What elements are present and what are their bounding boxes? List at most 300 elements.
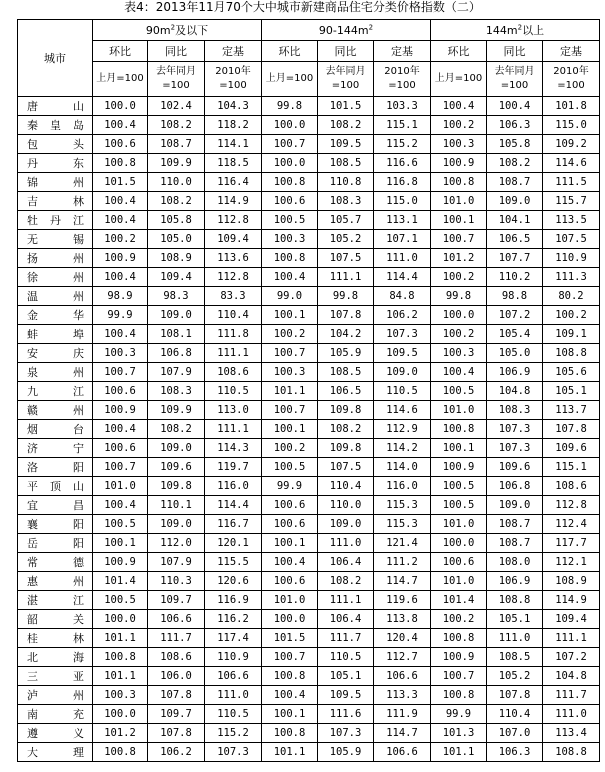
index-value-cell: 116.0 (205, 477, 262, 496)
index-value-cell: 101.1 (431, 743, 487, 762)
city-char: 山 (73, 100, 84, 113)
index-value-cell: 100.0 (262, 154, 318, 173)
index-value-cell: 100.2 (93, 230, 148, 249)
index-value-cell: 109.5 (318, 135, 374, 154)
index-value-cell: 106.5 (487, 230, 543, 249)
index-value-cell: 106.9 (487, 363, 543, 382)
column-header: 环比 (262, 41, 318, 62)
city-char: 温 (27, 290, 38, 303)
table-row (18, 496, 600, 515)
city-char: 庆 (73, 347, 84, 360)
index-value-cell: 114.2 (374, 439, 431, 458)
index-value-cell: 100.6 (262, 572, 318, 591)
index-value-cell: 108.6 (148, 648, 205, 667)
city-char: 江 (73, 594, 84, 607)
index-value-cell: 115.0 (543, 116, 600, 135)
index-value-cell: 110.5 (205, 705, 262, 724)
city-cell (18, 534, 93, 553)
index-value-cell: 100.8 (431, 686, 487, 705)
index-value-cell: 100.3 (262, 363, 318, 382)
city-cell (18, 306, 93, 325)
index-value-cell: 100.6 (431, 553, 487, 572)
column-base-header: 上月=100 (93, 62, 148, 97)
city-char: 宜 (27, 499, 38, 512)
index-value-cell: 100.0 (262, 610, 318, 629)
city-char: 阳 (73, 537, 84, 550)
index-value-cell: 110.9 (543, 249, 600, 268)
city-char: 华 (73, 309, 84, 322)
index-value-cell: 99.8 (431, 287, 487, 306)
index-value-cell: 103.3 (374, 97, 431, 116)
index-value-cell: 105.0 (487, 344, 543, 363)
index-value-cell: 102.4 (148, 97, 205, 116)
index-value-cell: 110.4 (487, 705, 543, 724)
index-value-cell: 111.0 (205, 686, 262, 705)
city-char: 赣 (27, 404, 38, 417)
index-value-cell: 108.2 (148, 192, 205, 211)
city-name (18, 326, 92, 342)
city-name (18, 630, 92, 646)
index-value-cell: 115.3 (374, 515, 431, 534)
city-cell (18, 439, 93, 458)
city-cell (18, 97, 93, 116)
city-char: 无 (27, 233, 38, 246)
index-value-cell: 109.6 (487, 458, 543, 477)
city-cell (18, 287, 93, 306)
index-value-cell: 107.3 (374, 325, 431, 344)
index-value-cell: 111.7 (318, 629, 374, 648)
index-value-cell: 100.4 (93, 325, 148, 344)
index-value-cell: 109.8 (318, 401, 374, 420)
city-cell (18, 477, 93, 496)
index-value-cell: 109.8 (318, 439, 374, 458)
index-value-cell: 108.3 (318, 192, 374, 211)
index-value-cell: 109.0 (148, 306, 205, 325)
index-value-cell: 112.8 (205, 211, 262, 230)
table-row (18, 211, 600, 230)
city-char: 三 (27, 670, 38, 683)
index-value-cell: 100.2 (431, 268, 487, 287)
index-value-cell: 115.1 (374, 116, 431, 135)
city-name (18, 706, 92, 722)
index-value-cell: 111.0 (487, 629, 543, 648)
table-row (18, 553, 600, 572)
index-value-cell: 107.3 (318, 724, 374, 743)
index-value-cell: 100.4 (431, 97, 487, 116)
index-value-cell: 113.5 (543, 211, 600, 230)
index-value-cell: 99.0 (262, 287, 318, 306)
index-value-cell: 100.6 (262, 192, 318, 211)
index-value-cell: 100.0 (431, 306, 487, 325)
table-row (18, 477, 600, 496)
city-char: 大 (27, 746, 38, 759)
city-name (18, 269, 92, 285)
column-header: 环比 (431, 41, 487, 62)
index-value-cell: 115.5 (205, 553, 262, 572)
city-char: 唐 (27, 100, 38, 113)
index-value-cell: 108.5 (318, 363, 374, 382)
city-name (18, 193, 92, 209)
city-char: 丹 (50, 214, 61, 227)
table-row (18, 610, 600, 629)
city-char: 吉 (27, 195, 38, 208)
index-value-cell: 100.4 (262, 686, 318, 705)
city-char: 德 (73, 556, 84, 569)
city-name (18, 459, 92, 475)
city-cell (18, 724, 93, 743)
city-char: 皇 (50, 119, 61, 132)
city-cell (18, 686, 93, 705)
table-row (18, 705, 600, 724)
index-value-cell: 100.1 (431, 439, 487, 458)
city-cell (18, 154, 93, 173)
index-value-cell: 111.0 (374, 249, 431, 268)
index-value-cell: 100.1 (93, 534, 148, 553)
index-value-cell: 100.9 (93, 249, 148, 268)
city-cell (18, 648, 93, 667)
index-value-cell: 107.8 (318, 306, 374, 325)
index-value-cell: 109.8 (148, 477, 205, 496)
city-name (18, 383, 92, 399)
index-value-cell: 116.0 (374, 477, 431, 496)
index-value-cell: 100.8 (431, 173, 487, 192)
index-value-cell: 107.8 (543, 420, 600, 439)
index-value-cell: 101.5 (93, 173, 148, 192)
city-name (18, 231, 92, 247)
city-char: 州 (73, 575, 84, 588)
index-value-cell: 112.8 (205, 268, 262, 287)
table-row (18, 458, 600, 477)
city-name (18, 611, 92, 627)
city-name (18, 668, 92, 684)
index-value-cell: 120.1 (205, 534, 262, 553)
city-name (18, 155, 92, 171)
index-value-cell: 113.3 (374, 686, 431, 705)
index-value-cell: 110.3 (148, 572, 205, 591)
city-name (18, 497, 92, 513)
index-value-cell: 100.2 (543, 306, 600, 325)
table-row (18, 629, 600, 648)
city-char: 江 (73, 385, 84, 398)
index-value-cell: 104.1 (487, 211, 543, 230)
city-char: 海 (73, 651, 84, 664)
city-cell (18, 572, 93, 591)
table-row (18, 173, 600, 192)
index-value-cell: 108.7 (148, 135, 205, 154)
city-char: 锡 (73, 233, 84, 246)
index-value-cell: 105.1 (487, 610, 543, 629)
index-value-cell: 105.7 (318, 211, 374, 230)
index-value-cell: 118.5 (205, 154, 262, 173)
table-row (18, 325, 600, 344)
index-value-cell: 111.2 (374, 553, 431, 572)
index-value-cell: 100.8 (431, 629, 487, 648)
index-value-cell: 116.2 (205, 610, 262, 629)
table-row (18, 686, 600, 705)
city-name (18, 554, 92, 570)
index-value-cell: 100.5 (431, 477, 487, 496)
index-value-cell: 115.1 (543, 458, 600, 477)
index-value-cell: 100.8 (262, 249, 318, 268)
index-value-cell: 106.8 (148, 344, 205, 363)
table-row (18, 420, 600, 439)
index-value-cell: 111.6 (318, 705, 374, 724)
column-base-header: 上月=100 (262, 62, 318, 97)
index-value-cell: 107.9 (148, 553, 205, 572)
index-value-cell: 104.3 (205, 97, 262, 116)
index-value-cell: 100.0 (93, 97, 148, 116)
index-value-cell: 101.5 (262, 629, 318, 648)
index-value-cell: 110.0 (148, 173, 205, 192)
city-name (18, 307, 92, 323)
index-value-cell: 100.3 (93, 686, 148, 705)
index-value-cell: 114.4 (374, 268, 431, 287)
index-value-cell: 105.0 (148, 230, 205, 249)
index-value-cell: 104.2 (318, 325, 374, 344)
city-char: 州 (73, 271, 84, 284)
index-value-cell: 105.9 (318, 743, 374, 762)
index-value-cell: 108.5 (487, 648, 543, 667)
index-value-cell: 110.5 (374, 382, 431, 401)
index-value-cell: 106.9 (487, 572, 543, 591)
index-value-cell: 100.5 (431, 496, 487, 515)
city-char: 济 (27, 442, 38, 455)
index-value-cell: 100.7 (262, 401, 318, 420)
index-value-cell: 119.7 (205, 458, 262, 477)
index-value-cell: 113.6 (205, 249, 262, 268)
table-row (18, 268, 600, 287)
table-row (18, 591, 600, 610)
index-value-cell: 106.3 (487, 116, 543, 135)
index-value-cell: 109.0 (374, 363, 431, 382)
city-name (18, 516, 92, 532)
index-value-cell: 109.0 (487, 496, 543, 515)
index-value-cell: 109.9 (148, 154, 205, 173)
index-value-cell: 107.8 (148, 724, 205, 743)
index-value-cell: 100.1 (431, 211, 487, 230)
table-row (18, 572, 600, 591)
index-value-cell: 114.9 (205, 192, 262, 211)
index-value-cell: 119.6 (374, 591, 431, 610)
index-value-cell: 108.7 (487, 534, 543, 553)
city-cell (18, 705, 93, 724)
city-char: 林 (73, 632, 84, 645)
index-value-cell: 101.1 (262, 382, 318, 401)
index-value-cell: 110.5 (205, 382, 262, 401)
table-row (18, 97, 600, 116)
index-value-cell: 116.8 (374, 173, 431, 192)
index-value-cell: 109.7 (148, 705, 205, 724)
table-row (18, 648, 600, 667)
table-row (18, 401, 600, 420)
city-char: 充 (73, 708, 84, 721)
index-value-cell: 101.1 (93, 667, 148, 686)
city-name (18, 725, 92, 741)
index-value-cell: 100.9 (431, 648, 487, 667)
group-header-small: $90m^2$及以下 (93, 20, 262, 41)
index-value-cell: 108.9 (148, 249, 205, 268)
city-char: 江 (73, 214, 84, 227)
index-value-cell: 109.5 (318, 686, 374, 705)
index-value-cell: 111.8 (205, 325, 262, 344)
city-char: 昌 (73, 499, 84, 512)
index-value-cell: 101.2 (431, 249, 487, 268)
index-value-cell: 101.3 (431, 724, 487, 743)
index-value-cell: 113.8 (374, 610, 431, 629)
index-value-cell: 112.8 (543, 496, 600, 515)
index-value-cell: 100.8 (93, 743, 148, 762)
index-value-cell: 107.8 (148, 686, 205, 705)
index-value-cell: 108.2 (148, 420, 205, 439)
city-char: 亚 (73, 670, 84, 683)
index-value-cell: 109.1 (543, 325, 600, 344)
city-char: 埠 (73, 328, 84, 341)
index-value-cell: 112.4 (543, 515, 600, 534)
column-base-header: 上月=100 (431, 62, 487, 97)
index-value-cell: 105.8 (148, 211, 205, 230)
index-value-cell: 116.6 (374, 154, 431, 173)
index-value-cell: 100.4 (487, 97, 543, 116)
index-value-cell: 108.8 (543, 743, 600, 762)
index-value-cell: 113.4 (543, 724, 600, 743)
index-value-cell: 100.4 (431, 363, 487, 382)
index-value-cell: 114.9 (543, 591, 600, 610)
index-value-cell: 100.0 (93, 610, 148, 629)
city-char: 包 (27, 138, 38, 151)
city-header: 城市 (18, 20, 93, 97)
city-cell (18, 553, 93, 572)
index-value-cell: 107.8 (487, 686, 543, 705)
index-value-cell: 106.6 (374, 743, 431, 762)
index-value-cell: 101.5 (318, 97, 374, 116)
city-name (18, 421, 92, 437)
index-value-cell: 100.5 (262, 211, 318, 230)
city-char: 南 (27, 708, 38, 721)
index-value-cell: 107.3 (205, 743, 262, 762)
column-header: 同比 (487, 41, 543, 62)
index-value-cell: 98.3 (148, 287, 205, 306)
table-row (18, 306, 600, 325)
index-value-cell: 110.9 (205, 648, 262, 667)
table-row (18, 344, 600, 363)
index-value-cell: 101.4 (93, 572, 148, 591)
city-name (18, 174, 92, 190)
city-name (18, 649, 92, 665)
index-value-cell: 109.7 (148, 591, 205, 610)
index-value-cell: 106.3 (487, 743, 543, 762)
index-value-cell: 100.4 (93, 268, 148, 287)
index-value-cell: 108.2 (318, 572, 374, 591)
city-char: 牡 (27, 214, 38, 227)
column-base-header: 去年同月=100 (148, 62, 205, 97)
city-char: 州 (73, 366, 84, 379)
city-char: 惠 (27, 575, 38, 588)
index-value-cell: 100.8 (262, 667, 318, 686)
index-value-cell: 109.0 (487, 192, 543, 211)
city-char: 岛 (73, 119, 84, 132)
city-char: 九 (27, 385, 38, 398)
index-value-cell: 107.5 (318, 249, 374, 268)
index-value-cell: 100.6 (262, 496, 318, 515)
index-value-cell: 100.6 (93, 135, 148, 154)
index-value-cell: 109.4 (205, 230, 262, 249)
index-value-cell: 99.9 (262, 477, 318, 496)
city-char: 州 (73, 252, 84, 265)
index-value-cell: 101.4 (431, 591, 487, 610)
index-value-cell: 98.9 (93, 287, 148, 306)
index-value-cell: 100.8 (93, 154, 148, 173)
index-value-cell: 112.7 (374, 648, 431, 667)
city-char: 山 (73, 480, 84, 493)
index-value-cell: 100.1 (262, 420, 318, 439)
index-value-cell: 98.8 (487, 287, 543, 306)
index-value-cell: 120.4 (374, 629, 431, 648)
city-char: 洛 (27, 461, 38, 474)
index-value-cell: 110.8 (318, 173, 374, 192)
city-char: 宁 (73, 442, 84, 455)
table-row (18, 534, 600, 553)
index-value-cell: 100.1 (262, 306, 318, 325)
city-char: 丹 (27, 157, 38, 170)
city-cell (18, 363, 93, 382)
city-name (18, 364, 92, 380)
index-value-cell: 100.8 (262, 724, 318, 743)
city-char: 理 (73, 746, 84, 759)
index-value-cell: 84.8 (374, 287, 431, 306)
city-name (18, 573, 92, 589)
index-value-cell: 118.2 (205, 116, 262, 135)
city-char: 州 (73, 404, 84, 417)
table-row (18, 363, 600, 382)
index-value-cell: 107.2 (487, 306, 543, 325)
city-char: 徐 (27, 271, 38, 284)
table-row (18, 249, 600, 268)
index-value-cell: 107.3 (487, 420, 543, 439)
index-value-cell: 109.5 (374, 344, 431, 363)
index-value-cell: 100.2 (431, 325, 487, 344)
index-value-cell: 109.0 (148, 439, 205, 458)
city-char: 平 (27, 480, 38, 493)
group-header-large: $144m^2$以上 (431, 20, 600, 41)
city-cell (18, 344, 93, 363)
index-value-cell: 115.2 (205, 724, 262, 743)
index-value-cell: 114.4 (205, 496, 262, 515)
index-value-cell: 110.4 (318, 477, 374, 496)
city-cell (18, 249, 93, 268)
city-cell (18, 382, 93, 401)
index-value-cell: 99.9 (93, 306, 148, 325)
city-char: 义 (73, 727, 84, 740)
index-value-cell: 100.5 (431, 382, 487, 401)
index-value-cell: 100.2 (431, 610, 487, 629)
index-value-cell: 104.8 (487, 382, 543, 401)
index-value-cell: 109.6 (148, 458, 205, 477)
index-value-cell: 111.1 (205, 420, 262, 439)
index-value-cell: 100.7 (262, 135, 318, 154)
table-row (18, 135, 600, 154)
city-name (18, 136, 92, 152)
index-value-cell: 116.9 (205, 591, 262, 610)
index-value-cell: 111.7 (543, 686, 600, 705)
index-value-cell: 111.5 (543, 173, 600, 192)
index-value-cell: 101.0 (93, 477, 148, 496)
index-value-cell: 108.0 (487, 553, 543, 572)
index-value-cell: 108.7 (487, 173, 543, 192)
index-value-cell: 108.2 (318, 420, 374, 439)
index-value-cell: 108.6 (205, 363, 262, 382)
index-value-cell: 108.9 (543, 572, 600, 591)
table-row (18, 287, 600, 306)
